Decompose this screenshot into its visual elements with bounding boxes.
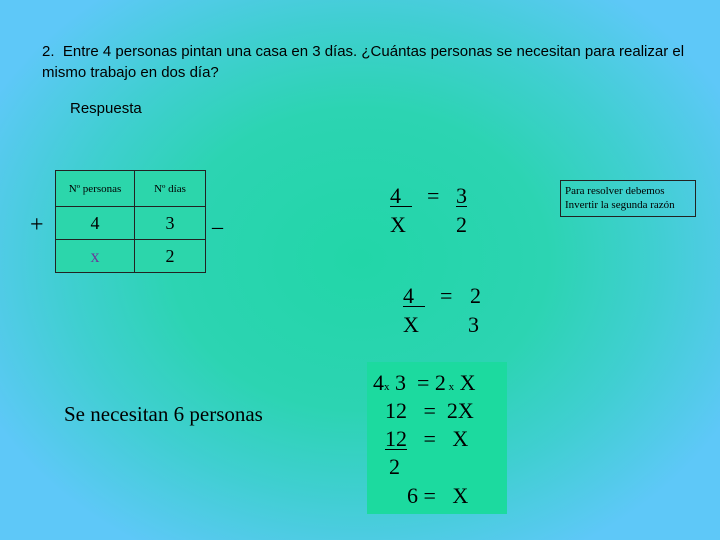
table-header-row <box>56 171 206 207</box>
table-row <box>56 207 206 240</box>
prop2-num-right: 2 <box>470 283 481 308</box>
prop1-num-left: 4 <box>390 183 401 208</box>
note-box: Para resolver debemos Invertir la segunda razón <box>560 180 696 217</box>
calc-line-2: 12 = 2X <box>385 398 474 423</box>
proportion-table <box>55 170 206 273</box>
question-text <box>42 41 712 83</box>
header-dias: Nº días <box>135 171 206 207</box>
prop2-num-left: 4 <box>403 283 414 308</box>
prop2-den-left: X <box>403 312 419 337</box>
question-number: 2. <box>42 43 55 60</box>
cell-dias-1: 3 <box>135 207 206 240</box>
calc-line-4: 2 <box>389 454 400 479</box>
table-row <box>56 240 206 273</box>
calc-line-5: 6 = X <box>407 483 469 508</box>
plus-sign: + <box>30 212 44 238</box>
minus-sign: _ <box>212 206 223 231</box>
calc-line-3: 12 = X <box>385 426 469 451</box>
prop2-den-right: 3 <box>468 312 479 337</box>
calculation-box <box>367 362 507 514</box>
prop2-eq: = <box>440 283 453 308</box>
prop1-eq: = <box>427 183 440 208</box>
calc-line-1: 4x 3 = 2 x X <box>373 370 476 395</box>
prop1-den-left: X <box>390 212 406 237</box>
prop1-den-right: 2 <box>456 212 467 237</box>
conclusion-text: Se necesitan 6 personas <box>64 402 263 426</box>
question-body: Entre 4 personas pintan una casa en 3 días. ¿Cuántas personas se necesitan para realizar el mismo trabajo en dos día? <box>42 43 685 81</box>
header-personas: Nº personas <box>56 171 135 207</box>
answer-label: Respuesta <box>70 100 142 117</box>
cell-personas-2: x <box>56 240 135 273</box>
cell-personas-1: 4 <box>56 207 135 240</box>
cell-dias-2: 2 <box>135 240 206 273</box>
prop1-num-right: 3 <box>456 183 467 208</box>
